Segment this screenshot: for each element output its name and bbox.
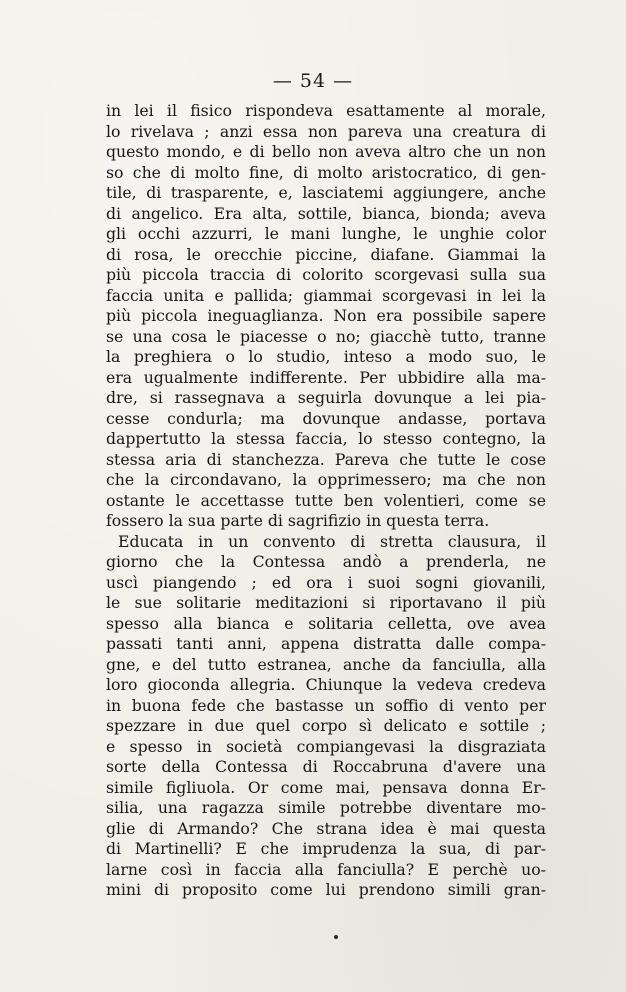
text-line: se una cosa le piacesse o no; giacchè tutto, tranne	[106, 326, 546, 346]
text-line: lo rivelava ; anzi essa non pareva una creatura di	[106, 121, 546, 141]
text-line: in lei il fisico rispondeva esattamente al morale,	[106, 101, 546, 120]
text-line: che la circondavano, la opprimessero; ma che non	[106, 470, 546, 489]
text-line: di Martinelli? E che imprudenza la sua, di par-	[106, 839, 546, 858]
text-line: di angelico. Era alta, sottile, bianca, bionda; aveva	[106, 203, 546, 223]
text-line: mini di proposito come lui prendono simili gran-	[106, 880, 546, 899]
ink-speck	[334, 935, 338, 939]
text-line: silia, una ragazza simile potrebbe diventare mo-	[106, 798, 546, 817]
text-line: so che di molto fine, di molto aristocratico, di gen-	[106, 162, 546, 182]
text-line: in buona fede che bastasse un soffio di vento per	[106, 695, 546, 715]
text-line: giorno che la Contessa andò a prenderla, ne	[106, 552, 546, 571]
text-line: uscì piangendo ; ed ora i suoi sogni giovanili,	[106, 572, 546, 592]
text-line: era ugualmente indifferente. Per ubbidire alla ma-	[106, 367, 546, 387]
text-line: stessa aria di stanchezza. Pareva che tutte le cose	[106, 449, 546, 469]
text-line: loro gioconda allegria. Chiunque la vedeva credeva	[106, 675, 546, 694]
text-line: dappertutto la stessa faccia, lo stesso contegno, la	[106, 429, 546, 448]
text-line: larne così in faccia alla fanciulla? E perchè uo-	[106, 859, 546, 879]
text-line: e spesso in società compiangevasi la disgraziata	[106, 736, 546, 756]
text-line: di rosa, le orecchie piccine, diafane. Giammai la	[106, 244, 546, 264]
text-line: questo mondo, e di bello non aveva altro che un non	[106, 142, 546, 161]
text-line: tile, di trasparente, e, lasciatemi aggiungere, anche	[106, 183, 546, 202]
text-line: le sue solitarie meditazioni si riportavano il più	[106, 593, 546, 612]
text-line: sorte della Contessa di Roccabruna d'avere una	[106, 757, 546, 776]
text-line: dre, si rassegnava a seguirla dovunque a lei pia-	[106, 388, 546, 407]
text-line: gli occhi azzurri, le mani lunghe, le unghie color	[106, 224, 546, 243]
text-line: ostante le accettasse tutte ben volentieri, come se	[106, 490, 546, 510]
text-line: più piccola ineguaglianza. Non era possibile sapere	[106, 306, 546, 325]
text-line: cesse condurla; ma dovunque andasse, portava	[106, 408, 546, 428]
text-line: simile figliuola. Or come mai, pensava donna Er-	[106, 777, 546, 797]
text-line: faccia unita e pallida; giammai scorgevasi in lei la	[106, 285, 546, 305]
body-text	[106, 101, 546, 901]
text-line: gne, e del tutto estranea, anche da fanciulla, alla	[106, 654, 546, 674]
text-line: glie di Armando? Che strana idea è mai questa	[106, 818, 546, 838]
paragraph-start-line: Educata in un convento di stretta clausura, il	[118, 531, 546, 551]
text-line: la preghiera o lo studio, inteso a modo suo, le	[106, 347, 546, 366]
text-line: spezzare in due quel corpo sì delicato e sottile ;	[106, 716, 546, 735]
text-line: più piccola traccia di colorito scorgevasi sulla sua	[106, 265, 546, 284]
text-line: spesso alla bianca e solitaria celletta, ove avea	[106, 613, 546, 633]
text-line: passati tanti anni, appena distratta dalle compa-	[106, 634, 546, 653]
paragraph-end-line: fossero la sua parte di sagrifizio in questa terra.	[106, 511, 490, 530]
page-number: — 54 —	[272, 70, 354, 92]
